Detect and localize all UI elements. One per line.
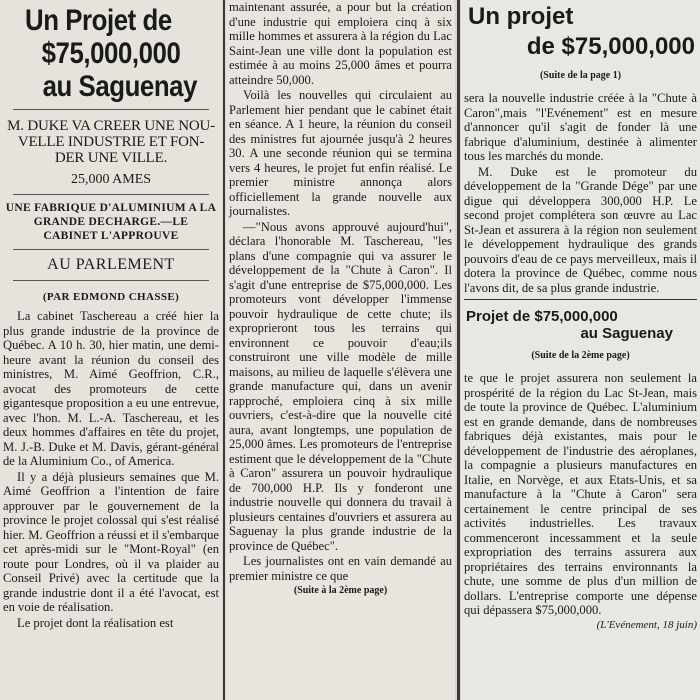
article1-bold-deck: UNE FABRIQUE D'ALUMINIUM A LA GRANDE DECHARGE.—LE CABINET L'APPROUVE	[5, 202, 217, 242]
paragraph: Voilà les nouvelles qui circulaient au Parlement hier pendant que le cabinet était en séance. A 1 heure, la réunion du conseil des ministres fut ajournée jusqu'à 2 heures 30. A une seconde réunion qui se termina vers 4 heures, le projet fut enfin réalisé. Le premier ministre annonça alors officiellement la grande nouvelle aux journalistes.	[229, 88, 452, 218]
paragraph: Il y a déjà plusieurs semaines que M. Aimé Geoffrion a l'intention de faire approuver par le gouvernement de la province le projet colossal qui s'est réalisé hier. M. Geoffrion a réussi et il s'embarque cet après-midi sur le "Mont-Royal" (en route pour Londres, où il va plaider au Conseil Privé) avec la certitude que la grande industrie dont il a été l'avocat, est en voie de réalisation.	[3, 469, 219, 614]
article3-source: (L'Evénement, 18 juin)	[596, 618, 697, 631]
article1-continued: (Suite à la 2ème page)	[293, 585, 388, 596]
divider	[13, 249, 209, 250]
paragraph: maintenant assurée, a pour but la création d'une industrie qui emploiera cinq à six mille hommes et assurera à la région du Lac Saint-Jean une ville dont la population est estimée à au moins 25,000 âmes et pourra atteindre 50,000.	[229, 0, 452, 87]
article1-body-col1	[3, 309, 219, 630]
headline-line: au Saguenay	[42, 70, 197, 103]
paragraph: —"Nous avons approuvé aujourd'hui", déclara l'honorable M. Taschereau, "les plans d'une compagnie qui va assurer le développement de la "Chute à Caron". Il s'agit d'une entreprise de $75,000,000. Les promoteurs vont développer l'immense pouvoir hydraulique de cette chute; ils exproprieront tous les terrains qui environnent ce pouvoir d'eau;ils construiront une ville modèle de mille maisons, au milieu de laquelle s'élèvera une grande manufacture qui, dans un avenir rapproché, emploiera cinq à six mille ouvriers, c'est-à-dire que la nouvelle cité aura, avant longtemps, une population de 25,000 âmes. Les promoteurs de l'entreprise estiment que le développement de la "Chute à Caron" assurera un pouvoir hydraulique de 700,000 H.P. Ils y fonderont une industrie nouvelle qui donnera du travail à plusieurs centaines d'ouvriers et assurera au Saguenay la plus grande industrie de la province de Québec".	[229, 219, 452, 553]
column-1	[0, 0, 222, 700]
article1-section: AU PARLEMENT	[47, 256, 175, 273]
divider	[13, 109, 209, 110]
article1-body-col2	[229, 0, 452, 583]
divider	[13, 280, 209, 281]
paragraph: M. Duke est le promoteur du développement de la "Grande Dége" par une digue qui développera 300,000 H.P. Le second projet complétera son œuvre au Lac St-Jean et assurera à la région non seulement le développement hydraulique des grands pouvoirs d'eau de ce pays merveilleux, mais il dotera la province de Québec, comme nous l'avons dit, de sa plus grande industrie.	[464, 164, 697, 295]
article1-deck: M. DUKE VA CREER UNE NOU-VELLE INDUSTRIE ET FON-DER UNE VILLE.	[7, 118, 215, 166]
article2-body	[464, 91, 697, 295]
headline-line: $75,000,000	[41, 37, 181, 70]
article1-byline: (PAR EDMOND CHASSE)	[42, 291, 180, 303]
paragraph: te que le projet assurera non seulement la prospérité de la région du Lac St-Jean, mais de toute la province de Québec. L'aluminium est en grande demande, dans de nombreuses fabriques déjà existantes, mais pour le développement de l'industrie des aéroplanes, la compagnie a plusieurs manufactures en Italie, en Norvège, et aux Etats-Unis, et sa manufacture à la "Chute à Caron" sera certainement le centre principal de ses activités industrielles. Les travaux commenceront incessamment et la seule expropriation des terrains assurera aux propriétaires des terrains environnants la chute, une somme de plus d'un million de dollars. L'entreprise comporte une dépense qui dépassera $75,000,000.	[464, 371, 697, 617]
paragraph: Le projet dont la réalisation est	[17, 615, 174, 630]
column-rule	[457, 0, 460, 700]
headline-line: Projet de $75,000,000	[466, 308, 618, 325]
headline-line: Un Projet de	[24, 4, 172, 37]
article1-subdeck: 25,000 AMES	[70, 172, 152, 187]
column-rule	[223, 0, 225, 700]
article2-continued-from: (Suite de la page 1)	[539, 70, 622, 81]
headline-line: de $75,000,000	[526, 33, 695, 60]
article1-headline	[18, 4, 204, 103]
divider	[464, 299, 697, 300]
headline-line: au Saguenay	[580, 325, 673, 342]
paragraph: Les journalistes ont en vain demandé au premier ministre ce que	[229, 554, 452, 583]
paragraph: La cabinet Taschereau a créé hier la plus grande industrie de la province de Québec. A 10 h. 30, hier matin, une demi-heure avant la réunion du conseil des ministres, M. Aimé Geoffrion, C.R., avocat des promoteurs de cette gigantesque proposition a eu une entrevue, avec l'hon. M. L.-A. Taschereau, et les deux hommes d'affaires en tête du projet, M. J.-B. Duke et M. Davis, gérant-général de la Aluminium Co., of America.	[3, 309, 219, 468]
headline-line: Un projet	[468, 3, 574, 30]
article3-body	[464, 371, 697, 618]
article3-continued-from: (Suite de la 2ème page)	[531, 350, 630, 361]
paragraph: sera la nouvelle industrie créée à la "Chute à Caron",mais "l'Evénement" est en mesure d'annoncer qu'il s'agit de fonder là une fabrique d'aluminium, destinée à alimenter tous les marchés du monde.	[464, 91, 697, 163]
column-3	[461, 0, 700, 700]
column-2	[226, 0, 455, 700]
article3-headline	[464, 308, 697, 342]
divider	[13, 194, 209, 195]
article2-headline	[464, 2, 697, 62]
